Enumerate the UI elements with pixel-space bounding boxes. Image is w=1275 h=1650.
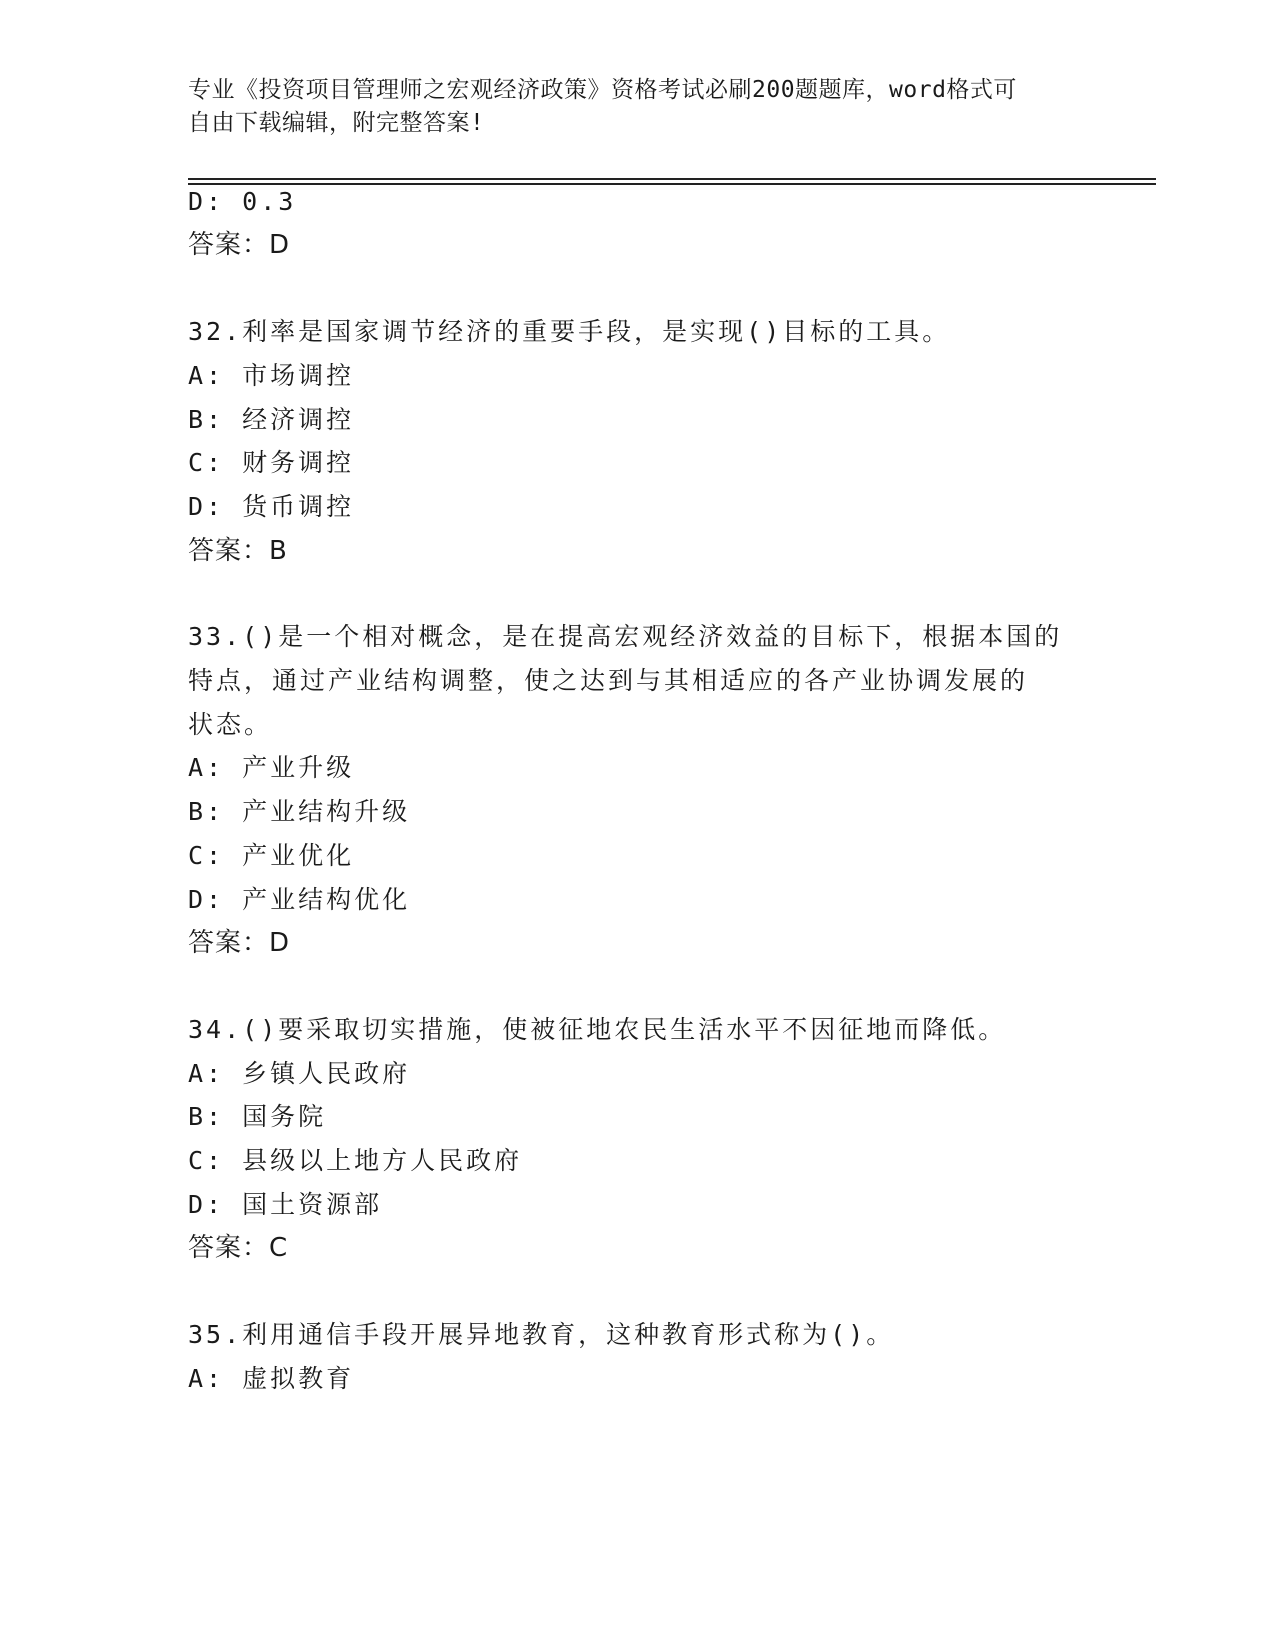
q32-option-d: D: 货币调控: [188, 492, 355, 521]
header-divider-top: [188, 178, 1156, 180]
header-line-1: 专业《投资项目管理师之宏观经济政策》资格考试必刷200题题库，word格式可: [188, 77, 1017, 103]
q33-stem-line-1: 33.()是一个相对概念，是在提高宏观经济效益的目标下，根据本国的: [188, 622, 1063, 651]
q34-option-d: D: 国土资源部: [188, 1190, 383, 1219]
q32-option-a: A: 市场调控: [188, 361, 355, 390]
q33-stem-line-2: 特点，通过产业结构调整，使之达到与其相适应的各产业协调发展的: [188, 666, 1029, 695]
q34-stem: 34.()要采取切实措施，使被征地农民生活水平不因征地而降低。: [188, 1015, 1007, 1044]
q33-option-c: C: 产业优化: [188, 841, 355, 870]
header-divider-bottom: [188, 183, 1156, 185]
prev-option-d: D: 0.3: [188, 187, 297, 216]
q33-answer: 答案：D: [188, 928, 291, 958]
document-header: [188, 74, 1088, 140]
q35-stem: 35.利用通信手段开展异地教育，这种教育形式称为()。: [188, 1320, 895, 1349]
q35-option-a: A: 虚拟教育: [188, 1364, 355, 1393]
q32-stem: 32.利率是国家调节经济的重要手段，是实现()目标的工具。: [188, 317, 951, 346]
q33-stem-line-3: 状态。: [188, 710, 273, 739]
q34-option-a: A: 乡镇人民政府: [188, 1059, 411, 1088]
q33-option-b: B: 产业结构升级: [188, 797, 411, 826]
q33-option-d: D: 产业结构优化: [188, 885, 411, 914]
q32-answer: 答案：B: [188, 536, 288, 566]
q34-option-b: B: 国务院: [188, 1102, 327, 1131]
q34-answer: 答案：C: [188, 1233, 289, 1263]
q32-option-c: C: 财务调控: [188, 448, 355, 477]
q34-option-c: C: 县级以上地方人民政府: [188, 1146, 523, 1175]
prev-answer: 答案：D: [188, 230, 291, 260]
q32-option-b: B: 经济调控: [188, 405, 355, 434]
header-line-2: 自由下载编辑，附完整答案!: [188, 110, 485, 136]
q33-option-a: A: 产业升级: [188, 753, 355, 782]
